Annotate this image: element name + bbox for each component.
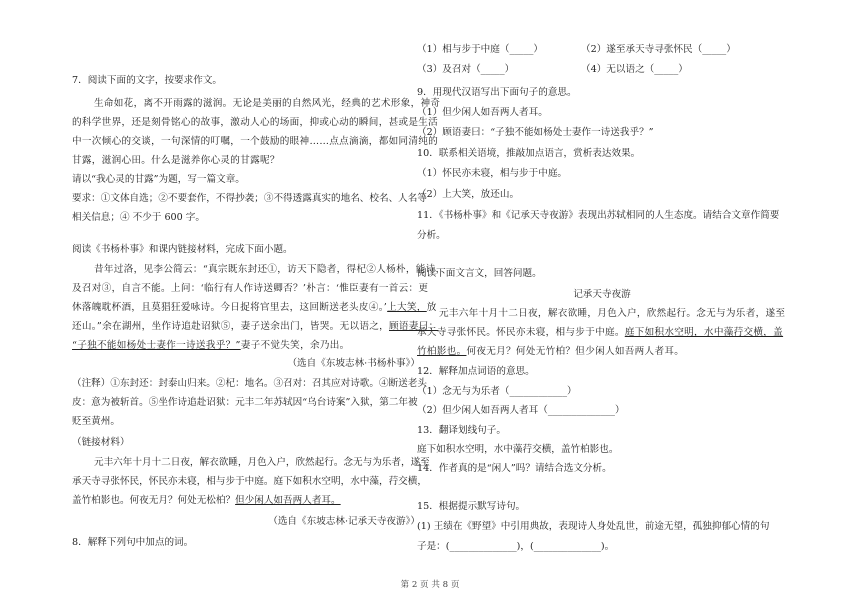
source-citation: （选自《东坡志林·书杨朴事》）	[287, 358, 420, 369]
q15-title: 15．根据提示默写诗句。	[417, 501, 526, 512]
underlined-phrase: 上大笑，	[387, 302, 427, 313]
q8-title: 8．解释下列句中加点的词。	[72, 537, 194, 548]
q13-title: 13．翻译划线句子。	[417, 425, 506, 436]
passage-line: 承天寺寻张怀民。怀民亦未寝，相与步于中庭。庭下如积水空明，水中藻荇交横，盖	[417, 327, 784, 338]
q15-item: 子是：(______________)，(______________)。	[417, 541, 615, 552]
q9-item: （1）但少闲人如吾两人者耳。	[417, 107, 548, 118]
q9-item: （2）顾语妻曰：“子独不能如杨处士妻作一诗送我乎？”	[417, 127, 654, 138]
reading2-intro: 阅读下面文言文，回答问题。	[417, 268, 542, 279]
q8-item: （3）及召对（_____）	[417, 64, 515, 75]
link-material-title: （链接材料）	[72, 437, 130, 448]
q7-prompt-line: 生命如花，离不开雨露的滋润。无论是美丽的自然风光，经典的艺术形象，神奇	[94, 98, 441, 109]
q10-item: （1）怀民亦未寝，相与步于中庭。	[417, 168, 568, 179]
passage-line: 元丰六年十月十二日夜，解衣欲睡，月色入户，欣然起行。念无与为乐者，遂至	[439, 308, 786, 319]
q11-title: 11．《书杨朴事》和《记承天寺夜游》表现出苏轼相同的人生态度。请结合文章作简要	[417, 210, 780, 221]
underlined-phrase: “子独不能如杨处士妻作一诗送我乎？”	[72, 340, 241, 351]
q7-prompt-line: 的科学世界，还是刻骨铭心的故事，激动人心的场面，抑或心动的瞬间，甚或是生活	[72, 117, 439, 128]
passage-line: 昔年过洛，见李公简云：“真宗既东封还①，访天下隐者，得杞②人杨朴，能诗，	[94, 264, 446, 275]
link-passage-line: 盖竹柏影也。何夜无月？何处无松柏？但少闲人如吾两人者耳。	[72, 495, 341, 506]
annotation-line: 贬至黄州。	[72, 416, 120, 427]
passage-line: “子独不能如杨处士妻作一诗送我乎？”妻子不觉失笑，余乃出。	[72, 340, 350, 351]
q12-title: 12．解释加点词语的意思。	[417, 366, 535, 377]
underlined-phrase: 但少闲人如吾两人者耳。	[235, 495, 341, 506]
page-number: 第 2 页 共 8 页	[400, 580, 460, 590]
q7-requirement: 要求：①文体自选；②不要套作，不得抄袭；③不得透露真实的地名、校名、人名等	[72, 193, 427, 204]
q7-requirement: 请以“我心灵的甘露”为题，写一篇文章。	[72, 174, 245, 185]
annotation-line: 皮：意为被斩首。⑤坐作诗追赴诏狱：元丰二年苏轼因“乌台诗案”入狱，第二年被	[72, 397, 418, 408]
link-passage-line: 承天寺寻张怀民，怀民亦未寝，相与步于中庭。庭下如积水空明，水中藻，荇交横，	[72, 476, 427, 487]
underlined-phrase: 竹柏影也。	[417, 346, 467, 357]
reading-intro: 阅读《书杨朴事》和课内链接材料，完成下面小题。	[72, 244, 293, 255]
underlined-phrase: 庭下如积水空明，水中藻荇交横，盖	[624, 327, 784, 338]
q15-item: (1) 王绩在《野望》中引用典故，表现诗人身处乱世，前途无望，孤独抑郁心情的句	[417, 521, 770, 532]
annotation-line: （注释）①东封还：封泰山归来。②杞：地名。③召对：召其应对诗歌。④断送老头	[72, 378, 427, 389]
q7-title: 7．阅读下面的文字，按要求作文。	[72, 75, 223, 86]
q10-title: 10．联系相关语境，推敲加点语言，赏析表达效果。	[417, 148, 641, 159]
q14-title: 14．作者真的是“闲人”吗？请结合选文分析。	[417, 463, 612, 474]
link-passage-line: 元丰六年十月十二日夜，解衣欲睡，月色入户，欣然起行。念无与为乐者，遂至	[94, 457, 430, 468]
q7-requirement: 相关信息；④ 不少于 600 字。	[72, 212, 205, 223]
passage-line: 竹柏影也。何夜无月？何处无竹柏？但少闲人如吾两人者耳。	[417, 346, 685, 357]
q12-item: （1）念无与为乐者（____________）	[417, 386, 577, 397]
q7-prompt-line: 中一次倾心的交谈，一句深情的叮嘱，一个鼓励的眼神……点点滴滴，都如同清纯的	[72, 136, 439, 147]
q12-item: （2）但少闲人如吾两人者耳（______________）	[417, 405, 625, 416]
passage-line: 休落魄耽杯酒，且莫猖狂爱咏诗。今日捉将官里去，这回断送老头皮④。’上大笑，放	[72, 302, 437, 313]
passage-line: 还山。”余在湖州，坐作诗追赴诏狱⑤，妻子送余出门，皆哭。无以语之，顾语妻曰：	[72, 321, 439, 332]
q8-item: （4）无以语之（_____）	[581, 64, 688, 75]
underlined-phrase: 顾语妻曰：	[389, 321, 439, 332]
q13-text: 庭下如积水空明，水中藻荇交横，盖竹柏影也。	[417, 444, 619, 455]
q8-item: （1）相与步于中庭（_____）	[417, 44, 544, 55]
q10-item: （2）上大笑，放还山。	[417, 189, 520, 200]
q9-title: 9．用现代汉语写出下面句子的意思。	[417, 87, 577, 98]
passage-title: 记承天寺夜游	[573, 289, 631, 300]
passage-line: 及召对③，自言不能。上问：‘临行有人作诗送卿否？’朴言：‘惟臣妻有一首云：更	[72, 283, 429, 294]
q11-title: 分析。	[417, 230, 446, 241]
source-citation: （选自《东坡志林·记承天寺夜游》）	[268, 516, 420, 527]
q7-prompt-line: 甘露，滋润心田。什么是滋养你心灵的甘露呢？	[72, 155, 280, 166]
q8-item: （2）遂至承天寺寻张怀民（_____）	[581, 44, 736, 55]
